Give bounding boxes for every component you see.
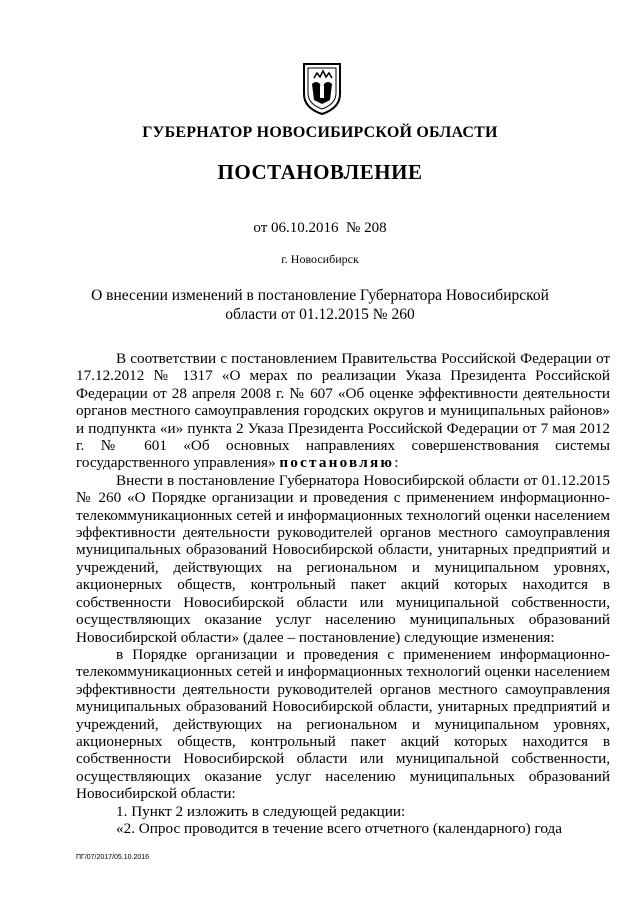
city: г. Новосибирск (281, 252, 359, 266)
issuing-authority: ГУБЕРНАТОР НОВОСИБИРСКОЙ ОБЛАСТИ (142, 124, 498, 141)
date-number-line (0, 220, 640, 237)
preamble-colon: : (394, 454, 399, 472)
document-date: 06.10.2016 (271, 220, 339, 236)
document-type: ПОСТАНОВЛЕНИЕ (217, 160, 423, 184)
date-prefix: от (253, 220, 268, 236)
document-body (76, 350, 610, 837)
footer-code: ПГ/07/2017/05.10.2016 (76, 854, 150, 861)
coat-of-arms-emblem-icon (300, 60, 344, 116)
paragraph-procedure: в Порядке организации и проведения с применением информационно-телекоммуникационных сетей и информационных технологий оценки населением эффективности деятельности руководителей органов местного самоуправления муниципальных образований Новосибирской области, унитарных предприятий и учреждений, действующих на региональном и муниципальном уровнях, акционерных обществ, контрольный пакет акций которых находится в собственности Новосибирской области или муниципальной собственности, осуществляющих оказание услуг населению муниципальных образований Новосибирской области: (76, 645, 610, 803)
paragraph-preamble (76, 350, 610, 472)
number-prefix: № (346, 220, 361, 236)
preamble-text: В соответствии с постановлением Правительства Российской Федерации от 17.12.2012 № 1317 «О мерах по реализации Указа Президента Российской Федерации от 28 апреля 2008 г. № 607 «Об оценке эффективности деятельности органов местного самоуправления городских округов и муниципальных районов» и подпункта «и» пункта 2 Указа Президента Российской Федерации от 7 мая 2012 г. № 601 «Об основных направлениях совершенствования системы государственного управления» (76, 350, 610, 472)
paragraph-amendment: Внести в постановление Губернатора Новосибирской области от 01.12.2015 № 260 «О Порядке организации и проведения с применением информационно-телекоммуникационных сетей и информационных технологий оценки населением эффективности деятельности руководителей органов местного самоуправления муниципальных образований Новосибирской области, унитарных предприятий и учреждений, действующих на региональном и муниципальном уровнях, акционерных обществ, контрольный пакет акций которых находится в собственности Новосибирской области или муниципальной собственности, осуществляющих оказание услуг населению муниципальных образований Новосибирской области» (далее – постановление) следующие изменения: (76, 471, 610, 646)
document-title: О внесении изменений в постановление Губернатора Новосибирской области от 01.12.2015 № 260 (91, 287, 549, 323)
document-number: 208 (364, 220, 387, 236)
paragraph-item-1: 1. Пункт 2 изложить в следующей редакции: (116, 802, 406, 820)
paragraph-item-2: «2. Опрос проводится в течение всего отчетного (календарного) года (116, 819, 562, 837)
resolution-word: постановляю (279, 454, 395, 472)
